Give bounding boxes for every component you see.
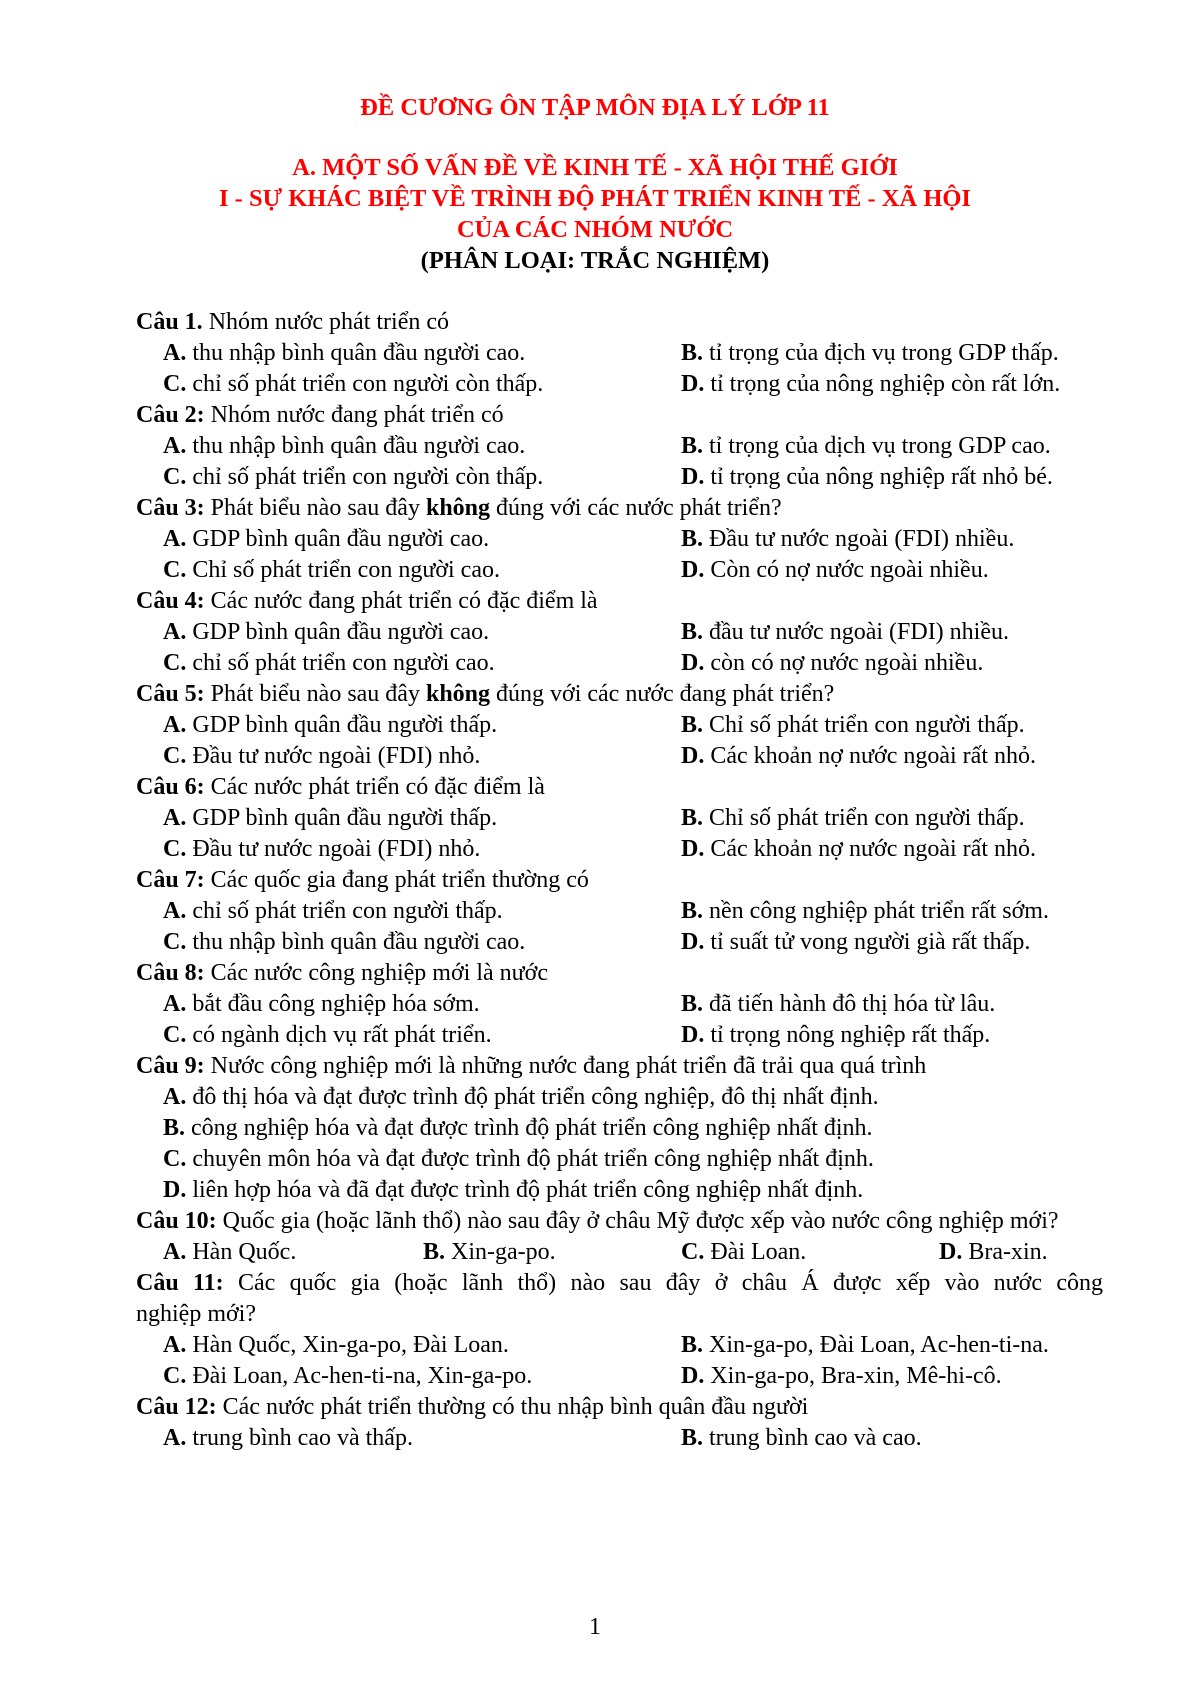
question-4-stem: Câu 4: Các nước đang phát triển có đặc điểm là [136,588,598,614]
question-10-option-c: C. Đài Loan. [681,1239,807,1265]
question-9-option-a: A. đô thị hóa và đạt được trình độ phát triển công nghiệp, đô thị nhất định. [163,1084,879,1110]
question-1-stem [136,310,449,334]
question-10-option-d: D. Bra-xin. [939,1239,1048,1265]
question-9-stem: Câu 9: Nước công nghiệp mới là những nước đang phát triển đã trải qua quá trình [136,1053,927,1079]
question-4-option-d: D. còn có nợ nước ngoài nhiều. [681,650,984,676]
question-2-option-d: D. tỉ trọng của nông nghiệp rất nhỏ bé. [681,464,1053,490]
question-3-stem: Câu 3: Phát biểu nào sau đây không đúng với các nước phát triển? [136,495,782,521]
question-1-option-c: C. chỉ số phát triển con người còn thấp. [163,371,544,397]
question-4-option-b: B. đầu tư nước ngoài (FDI) nhiều. [681,619,1009,645]
question-9-option-c: C. chuyên môn hóa và đạt được trình độ phát triển công nghiệp nhất định. [163,1146,874,1172]
question-11-stem-continued: nghiệp mới? [136,1301,256,1327]
question-8-stem: Câu 8: Các nước công nghiệp mới là nước [136,960,549,986]
question-text: Nhóm nước phát triển có [202,309,449,335]
question-8-option-b: B. đã tiến hành đô thị hóa từ lâu. [681,991,996,1017]
question-7-option-c: C. thu nhập bình quân đầu người cao. [163,929,526,955]
question-4-option-c: C. chỉ số phát triển con người cao. [163,650,495,676]
question-10-stem: Câu 10: Quốc gia (hoặc lãnh thổ) nào sau đây ở châu Mỹ được xếp vào nước công nghiệp mới? [136,1208,1059,1234]
question-8-option-c: C. có ngành dịch vụ rất phát triển. [163,1022,492,1048]
question-11-stem: Câu 11: Các quốc gia (hoặc lãnh thổ) nào sau đây ở châu Á được xếp vào nước công [136,1270,1103,1296]
page-number: 1 [589,1614,601,1640]
question-4-option-a: A. GDP bình quân đầu người cao. [163,619,490,645]
question-5-option-c: C. Đầu tư nước ngoài (FDI) nhỏ. [163,743,481,769]
subsection-heading-line2: CỦA CÁC NHÓM NƯỚC [456,216,734,243]
question-12-stem: Câu 12: Các nước phát triển thường có thu nhập bình quân đầu người [136,1394,809,1420]
question-2-option-b: B. tỉ trọng của dịch vụ trong GDP cao. [681,433,1051,459]
section-heading: A. MỘT SỐ VẤN ĐỀ VỀ KINH TẾ - XÃ HỘI THẾ GIỚI [292,154,898,181]
question-type-heading: (PHÂN LOẠI: TRẮC NGHIỆM) [420,247,770,274]
question-11-option-c: C. Đài Loan, Ac-hen-ti-na, Xin-ga-po. [163,1363,533,1389]
question-10-option-b: B. Xin-ga-po. [423,1239,556,1265]
question-6-option-d: D. Các khoản nợ nước ngoài rất nhỏ. [681,836,1036,862]
question-3-option-c: C. Chỉ số phát triển con người cao. [163,557,500,583]
question-label: Câu 1. [136,309,203,335]
question-12-option-b: B. trung bình cao và cao. [681,1425,922,1451]
question-5-stem: Câu 5: Phát biểu nào sau đây không đúng với các nước đang phát triển? [136,681,835,707]
question-3-option-d: D. Còn có nợ nước ngoài nhiều. [681,557,989,583]
question-3-option-a: A. GDP bình quân đầu người cao. [163,526,490,552]
question-5-option-d: D. Các khoản nợ nước ngoài rất nhỏ. [681,743,1036,769]
question-11-option-d: D. Xin-ga-po, Bra-xin, Mê-hi-cô. [681,1363,1002,1389]
question-6-stem: Câu 6: Các nước phát triển có đặc điểm là [136,774,545,800]
question-5-option-b: B. Chỉ số phát triển con người thấp. [681,712,1025,738]
question-2-stem: Câu 2: Nhóm nước đang phát triển có [136,402,504,428]
question-6-option-c: C. Đầu tư nước ngoài (FDI) nhỏ. [163,836,481,862]
question-9-option-d: D. liên hợp hóa và đã đạt được trình độ phát triển công nghiệp nhất định. [163,1177,864,1203]
question-2-option-c: C. chỉ số phát triển con người còn thấp. [163,464,544,490]
question-5-option-a: A. GDP bình quân đầu người thấp. [163,712,498,738]
question-3-option-b: B. Đầu tư nước ngoài (FDI) nhiều. [681,526,1015,552]
question-7-option-b: B. nền công nghiệp phát triển rất sớm. [681,898,1049,924]
subsection-heading-line1: I - SỰ KHÁC BIỆT VỀ TRÌNH ĐỘ PHÁT TRIỂN KINH TẾ - XÃ HỘI [219,185,971,212]
question-11-option-a: A. Hàn Quốc, Xin-ga-po, Đài Loan. [163,1332,509,1358]
question-7-option-d: D. tỉ suất tử vong người già rất thấp. [681,929,1031,955]
question-7-stem: Câu 7: Các quốc gia đang phát triển thường có [136,867,589,893]
question-6-option-b: B. Chỉ số phát triển con người thấp. [681,805,1025,831]
question-8-option-d: D. tỉ trọng nông nghiệp rất thấp. [681,1022,991,1048]
question-6-option-a: A. GDP bình quân đầu người thấp. [163,805,498,831]
document-title: ĐỀ CƯƠNG ÔN TẬP MÔN ĐỊA LÝ LỚP 11 [360,94,830,121]
question-11-option-b: B. Xin-ga-po, Đài Loan, Ac-hen-ti-na. [681,1332,1049,1358]
question-9-option-b: B. công nghiệp hóa và đạt được trình độ phát triển công nghiệp nhất định. [163,1115,873,1141]
question-1-option-d: D. tỉ trọng của nông nghiệp còn rất lớn. [681,371,1061,397]
question-7-option-a: A. chỉ số phát triển con người thấp. [163,898,503,924]
question-2-option-a: A. thu nhập bình quân đầu người cao. [163,433,526,459]
question-10-option-a: A. Hàn Quốc. [163,1239,297,1265]
question-1-option-a: A. thu nhập bình quân đầu người cao. [163,340,526,366]
question-1-option-b: B. tỉ trọng của địch vụ trong GDP thấp. [681,340,1059,366]
question-12-option-a: A. trung bình cao và thấp. [163,1425,413,1451]
question-8-option-a: A. bắt đầu công nghiệp hóa sớm. [163,991,480,1017]
